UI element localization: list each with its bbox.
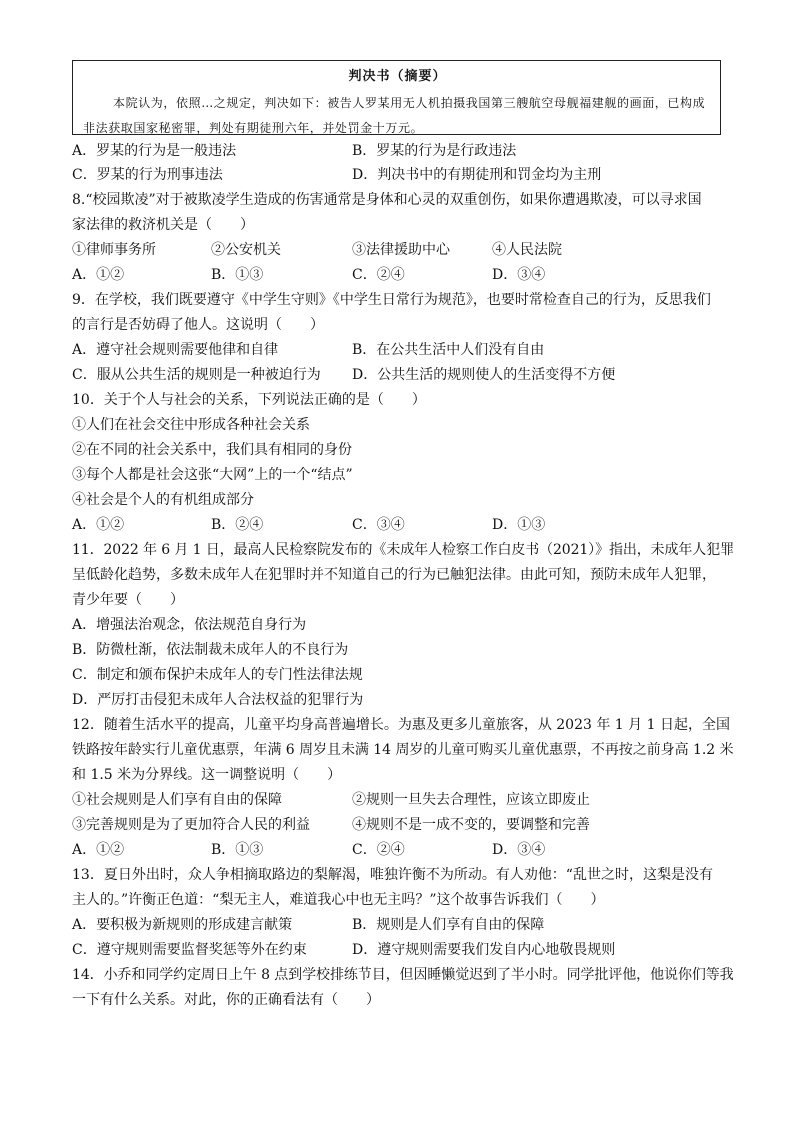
q11-stem-line-1: 11．2022 年 6 月 1 日，最高人民检察院发布的《未成年人检察工作白皮书（2021）》指出，未成年人犯罪 [72, 542, 734, 558]
q12-stem-line-1: 12．随着生活水平的提高，儿童平均身高普遍增长。为惠及更多儿童旅客，从 2023 年 1 月 1 日起，全国 [72, 717, 730, 733]
q13-stem-line-1: 13．夏日外出时，众人争相摘取路边的梨解渴，唯独许衡不为所动。有人劝他：“乱世之时，这梨是没有 [72, 867, 713, 883]
q13-stem-line-2: 主人的。”许衡正色道：“梨无主人，难道我心中也无主吗？”这个故事告诉我们（ ） [72, 892, 605, 908]
q12-item-2: ②规则一旦失去合理性，应该立即废止 [352, 792, 590, 808]
q9-option-b: B．在公共生活中人们没有自由 [352, 342, 545, 358]
q10-option-d: D．①③ [492, 517, 546, 533]
q7-option-b: B．罗某的行为是行政违法 [352, 143, 517, 159]
q11-option-b: B．防微杜渐，依法制裁未成年人的不良行为 [72, 642, 349, 658]
q8-item-2: ②公安机关 [211, 242, 281, 258]
q11-option-d: D．严厉打击侵犯未成年人合法权益的犯罪行为 [72, 692, 364, 708]
q9-option-a: A．遵守社会规则需要他律和自律 [72, 342, 279, 358]
q9-option-c: C．服从公共生活的规则是一种被迫行为 [72, 367, 321, 383]
q8-item-3: ③法律援助中心 [352, 242, 450, 258]
q7-option-d: D．判决书中的有期徒刑和罚金均为主刑 [352, 167, 602, 183]
q10-item-4: ④社会是个人的有机组成部分 [72, 492, 254, 508]
q12-option-a: A．①② [72, 842, 125, 858]
q8-option-d: D．③④ [492, 267, 546, 283]
verdict-text: 本院认为，依照…之规定，判决如下：被告人罗某用无人机拍摄我国第三艘航空母舰福建舰的画面，已构成非法获取国家秘密罪，判处有期徒刑六年，并处罚金十万元。 [83, 96, 706, 135]
q13-option-c: C．遵守规则需要监督奖惩等外在约束 [72, 942, 307, 958]
q11-stem-line-2: 呈低龄化趋势，多数未成年人在犯罪时并不知道自己的行为已触犯法律。由此可知，预防未成年人犯罪， [72, 567, 716, 583]
q12-option-c: C．②④ [352, 842, 405, 858]
q10-option-c: C．③④ [352, 517, 405, 533]
q13-option-a: A．要积极为新规则的形成建言献策 [72, 917, 293, 933]
q10-option-a: A．①② [72, 517, 125, 533]
q8-item-1: ①律师事务所 [72, 242, 156, 258]
q7-option-a: A．罗某的行为是一般违法 [72, 143, 237, 159]
q12-item-1: ①社会规则是人们享有自由的保障 [72, 792, 282, 808]
q10-item-3: ③每个人都是社会这张“大网”上的一个“结点” [72, 467, 353, 483]
q10-item-2: ②在不同的社会关系中，我们具有相同的身份 [72, 442, 352, 458]
q9-option-d: D．公共生活的规则使人的生活变得不方便 [352, 367, 616, 383]
q8-stem-line-1: 8.“校园欺凌”对于被欺凌学生造成的伤害通常是身体和心灵的双重创伤，如果你遭遇欺凌，可以寻求国 [72, 192, 702, 208]
q14-stem-line-1: 14．小乔和同学约定周日上午 8 点到学校排练节目，但因睡懒觉迟到了半小时。同学批评他，他说你们等我 [72, 967, 734, 983]
q8-option-b: B．①③ [211, 267, 264, 283]
q12-item-4: ④规则不是一成不变的，要调整和完善 [352, 817, 590, 833]
q12-option-d: D．③④ [492, 842, 546, 858]
q12-stem-line-2: 铁路按年龄实行儿童优惠票，年满 6 周岁且未满 14 周岁的儿童可购买儿童优惠票，不再按之前身高 1.2 米 [72, 742, 734, 758]
q10-option-b: B．②④ [211, 517, 264, 533]
q11-option-c: C．制定和颁布保护未成年人的专门性法律法规 [72, 667, 363, 683]
q8-option-c: C．②④ [352, 267, 405, 283]
q11-stem-line-3: 青少年要（ ） [72, 592, 184, 608]
verdict-title: 判决书（摘要） [348, 69, 447, 84]
q9-stem-line-1: 9．在学校，我们既要遵守《中学生守则》《中学生日常行为规范》，也要时常检查自己的行为，反思我们 [72, 292, 711, 308]
q7-option-c: C．罗某的行为刑事违法 [72, 167, 223, 183]
q14-stem-line-2: 一下有什么关系。对此，你的正确看法有（ ） [72, 992, 380, 1008]
q12-option-b: B．①③ [211, 842, 264, 858]
q8-stem-line-2: 家法律的救济机关是（ ） [72, 217, 254, 233]
q13-option-d: D．遵守规则需要我们发自内心地敬畏规则 [352, 942, 616, 958]
q9-stem-line-2: 的言行是否妨碍了他人。这说明（ ） [72, 317, 324, 333]
q10-stem-line-1: 10．关于个人与社会的关系，下列说法正确的是（ ） [72, 392, 426, 408]
q10-item-1: ①人们在社会交往中形成各种社会关系 [72, 417, 310, 433]
q8-item-4: ④人民法院 [492, 242, 562, 258]
q11-option-a: A．增强法治观念，依法规范自身行为 [72, 617, 307, 633]
q13-option-b: B．规则是人们享有自由的保障 [352, 917, 545, 933]
q12-stem-line-3: 和 1.5 米为分界线。这一调整说明（ ） [72, 767, 342, 783]
verdict-box [72, 60, 721, 135]
q12-item-3: ③完善规则是为了更加符合人民的利益 [72, 817, 310, 833]
q8-option-a: A．①② [72, 267, 125, 283]
